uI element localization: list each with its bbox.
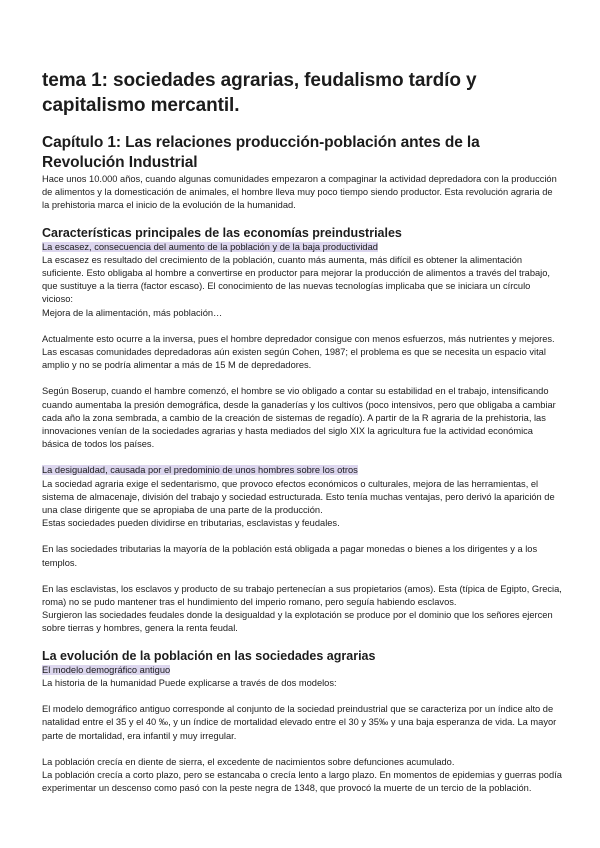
section-heading-population: La evolución de la población en las sociedades agrarias xyxy=(42,648,376,663)
paragraph: Actualmente esto ocurre a la inversa, pues el hombre depredador consigue con menos esfuerzos, más nutrientes y mejores. Las escasas comunidades depredadoras aún existen según Cohen, 1987; el problema es que se necesita un espacio vital amplio y no se podría alimentar a más de 15 M de depredadores. xyxy=(42,333,555,371)
highlight-inequality: La desigualdad, causada por el predominio de unos hombres sobre los otros xyxy=(42,465,358,476)
intro-paragraph: Hace unos 10.000 años, cuando algunas comunidades empezaron a compaginar la actividad depredadora con la producción de alimentos y la domesticación de animales, el hombre lleva muy poco tiempo siendo productor. Esta revolución agraria de la prehistoria marca el inicio de la evolución de la humanidad. xyxy=(42,174,557,211)
paragraph: La población crecía en diente de sierra, el excedente de nacimientos sobre defunciones acumulado. xyxy=(42,756,455,767)
document-page xyxy=(42,68,562,795)
document-title: tema 1: sociedades agrarias, feudalismo tardío y capitalismo mercantil. xyxy=(42,70,477,116)
highlight-scarcity: La escasez, consecuencia del aumento de la población y de la baja productividad xyxy=(42,241,378,252)
section-heading-characteristics: Características principales de las economías preindustriales xyxy=(42,225,402,240)
chapter-heading: Capítulo 1: Las relaciones producción-población antes de la Revolución Industrial xyxy=(42,134,480,171)
paragraph: Surgieron las sociedades feudales donde la desigualdad y la explotación se produce por el dominio que los señores ejercen sobre tierras y hombres, genera la renta feudal. xyxy=(42,610,553,634)
paragraph: El modelo demográfico antiguo corresponde al conjunto de la sociedad preindustrial que se caracteriza por un índice alto de natalidad entre el 35 y el 40 ‰, y un índice de mortalidad elevado entre el 30 y 35‰ y una baja esperanza de vida. La mayor parte de mortalidad, era infantil y muy irregular. xyxy=(42,704,557,741)
paragraph: Según Boserup, cuando el hambre comenzó, el hombre se vio obligado a contar su estabilidad en el trabajo, intensificando cuando aumentaba la presión demográfica, desde la ganaderías y los cultivos (poco intensivos, pero que obligaba a cambiar cada año la zona sembrada, a cambio de la creación de sistemas de regadío). A partir de la R agraria de la prehistoria, las innovaciones venían de la sociedades agrarias y hasta mediados del siglo XIX la agricultura fue la actividad económica básica de todos los países. xyxy=(42,386,556,450)
highlight-old-model: El modelo demográfico antiguo xyxy=(42,664,171,675)
paragraph: En las sociedades tributarias la mayoría de la población está obligada a pagar monedas o bienes a los dirigentes y a los templos. xyxy=(42,544,538,568)
paragraph: La escasez es resultado del crecimiento de la población, cuanto más aumenta, más difícil es obtener la alimentación suficiente. Esto obligaba al hombre a convertirse en productor para mejorar la producción de alimentos a través del trabajo, que sustituye a la tierra (factor escaso). El conocimiento de las nuevas tecnologías implicaba que se iniciara un círculo vicioso: xyxy=(42,254,550,305)
paragraph: Estas sociedades pueden dividirse en tributarias, esclavistas y feudales. xyxy=(42,518,340,529)
paragraph: En las esclavistas, los esclavos y producto de su trabajo pertenecían a sus propietarios (amos). Esta (típica de Egipto, Grecia, roma) no se pudo mantener tras el hundimiento del imperio romano, pero seguía habiendo esclavos. xyxy=(42,583,562,608)
paragraph: La población crecía a corto plazo, pero se estancaba o crecía lento a largo plazo. En momentos de epidemias y guerras podía experimentar un descenso como pasó con la peste negra de 1348, que provocó la muerte de un tercio de la población. xyxy=(42,769,562,794)
paragraph: La sociedad agraria exige el sedentarismo, que provoco efectos económicos o culturales, mejora de las herramientas, el sistema de almacenaje, división del trabajo y sociedad estructurada. Esto tenía muchas ventajas, pero derivó la aparición de una clase dirigente que se apropiaba de una parte de la producción. xyxy=(42,478,555,516)
paragraph: Mejora de la alimentación, más población… xyxy=(42,307,223,318)
paragraph: La historia de la humanidad Puede explicarse a través de dos modelos: xyxy=(42,677,337,688)
